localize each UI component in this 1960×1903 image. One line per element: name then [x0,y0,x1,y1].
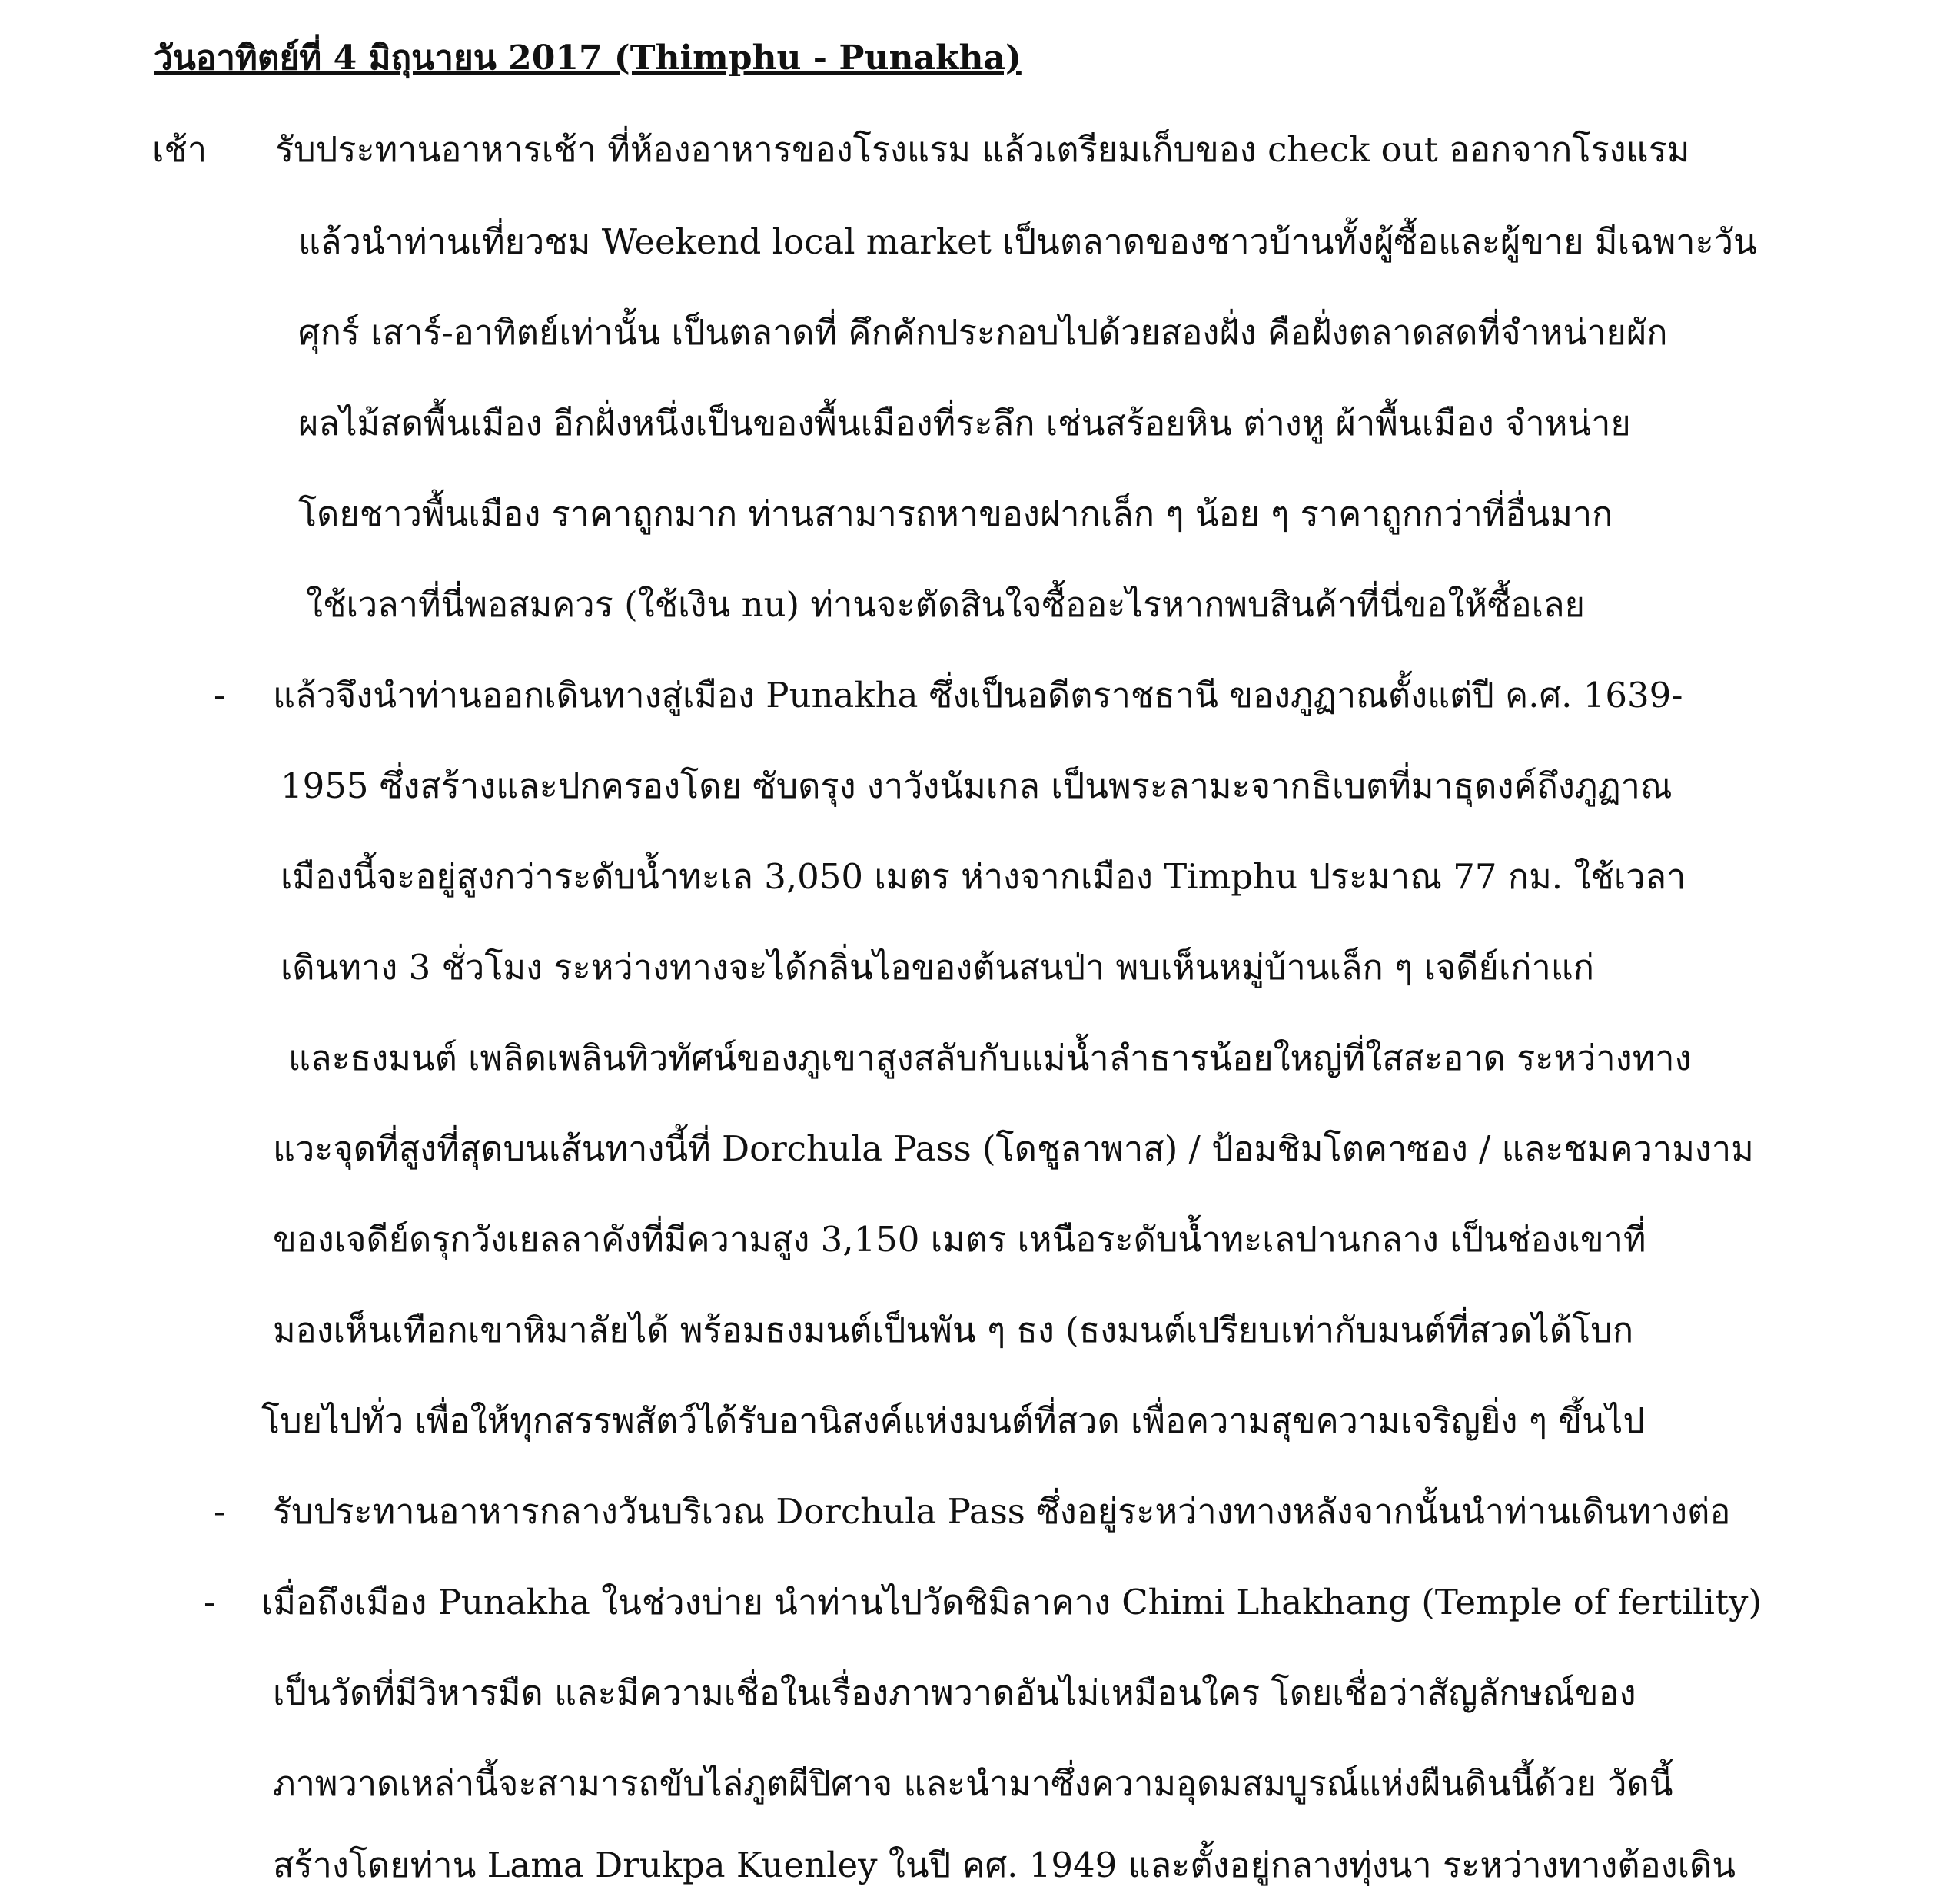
text-line: สร้างโดยท่าน Lama Drukpa Kuenley ในปี คศ. 1949 และตั้งอยู่กลางทุ่งนา ระหว่างทางต้องเดิน [273,1845,1736,1885]
text-line: ผลไม้สดพื้นเมือง อีกฝั่งหนึ่งเป็นของพื้นเมืองที่ระลึก เช่นสร้อยหิน ต่างหู ผ้าพื้นเมือง จำหน่าย [298,403,1631,443]
text-line: เดินทาง 3 ชั่วโมง ระหว่างทางจะได้กลิ่นไอของต้นสนป่า พบเห็นหมู่บ้านเล็ก ๆ เจดีย์เก่าแก่ [281,947,1595,988]
text-line: เมื่อถึงเมือง Punakha ในช่วงบ่าย นำท่านไปวัดชิมิลาคาง Chimi Lhakhang (Temple of fertility) [261,1582,1762,1622]
text-line: 1955 ซึ่งสร้างและปกครองโดย ซับดรุง งาวังนัมเกล เป็นพระลามะจากธิเบตที่มาธุดงค์ถึงภูฏาณ [281,766,1673,806]
text-line: เป็นวัดที่มีวิหารมืด และมีความเชื่อในเรื่องภาพวาดอันไม่เหมือนใคร โดยเชื่อว่าสัญลักษณ์ของ [273,1672,1636,1713]
text-line: มองเห็นเทือกเขาหิมาลัยได้ พร้อมธงมนต์เป็นพัน ๆ ธง (ธงมนต์เปรียบเท่ากับมนต์ที่สวดได้โบก [273,1310,1634,1350]
text-line: ใช้เวลาที่นี่พอสมควร (ใช้เงิน nu) ท่านจะตัดสินใจซื้ออะไรหากพบสินค้าที่นี่ขอให้ซื้อเลย [306,584,1585,625]
text-line: แล้วจึงนำท่านออกเดินทางสู่เมือง Punakha ซึ่งเป็นอดีตราชธานี ของภูฏาณตั้งแต่ปี ค.ศ. 1639- [273,675,1683,716]
text-line: รับประทานอาหารเช้า ที่ห้องอาหารของโรงแรม แล้วเตรียมเก็บของ check out ออกจากโรงแรม [275,129,1690,170]
text-line: ภาพวาดเหล่านี้จะสามารถขับไล่ภูตผีปิศาจ และนำมาซึ่งความอุดมสมบูรณ์แห่งผืนดินนี้ด้วย วัดนี้ [273,1763,1673,1804]
text-line: ศุกร์ เสาร์-อาทิตย์เท่านั้น เป็นตลาดที่ คึกคักประกอบไปด้วยสองฝั่ง คือฝั่งตลาดสดที่จำหน่ายผัก [298,312,1668,353]
morning-marker: เช้า [152,129,208,170]
text-line: แวะจุดที่สูงที่สุดบนเส้นทางนี้ที่ Dorchula Pass (โดชูลาพาส) / ป้อมชิมโตคาซอง / และชมความงาม [273,1128,1754,1169]
text-line: เมืองนี้จะอยู่สูงกว่าระดับน้ำทะเล 3,050 เมตร ห่างจากเมือง Timphu ประมาณ 77 กม. ใช้เวลา [281,856,1686,897]
text-line: รับประทานอาหารกลางวันบริเวณ Dorchula Pass ซึ่งอยู่ระหว่างทางหลังจากนั้นนำท่านเดินทางต่อ [273,1491,1731,1532]
text-line: โบยไปทั่ว เพื่อให้ทุกสรรพสัตว์ได้รับอานิสงค์แห่งมนต์ที่สวด เพื่อความสุขความเจริญยิ่ง ๆ ขึ้นไป [261,1400,1645,1441]
bullet-dash: - [214,1491,226,1532]
text-line: โดยชาวพื้นเมือง ราคาถูกมาก ท่านสามารถหาของฝากเล็ก ๆ น้อย ๆ ราคาถูกกว่าที่อื่นมาก [298,493,1613,534]
bullet-dash: - [214,675,226,716]
text-line: และธงมนต์ เพลิดเพลินทิวทัศน์ของภูเขาสูงสลับกับแม่น้ำลำธารน้อยใหญ่ที่ใสสะอาด ระหว่างทาง [288,1038,1692,1078]
day-heading: วันอาทิตย์ที่ 4 มิถุนายน 2017 (Thimphu - Punakha) [154,38,1022,78]
text-line: ของเจดีย์ดรุกวังเยลลาคังที่มีความสูง 3,150 เมตร เหนือระดับน้ำทะเลปานกลาง เป็นช่องเขาที่ [273,1219,1646,1260]
text-line: แล้วนำท่านเที่ยวชม Weekend local market เป็นตลาดของชาวบ้านทั้งผู้ซื้อและผู้ขาย มีเฉพาะวัน [298,221,1757,262]
bullet-dash: - [204,1582,216,1622]
